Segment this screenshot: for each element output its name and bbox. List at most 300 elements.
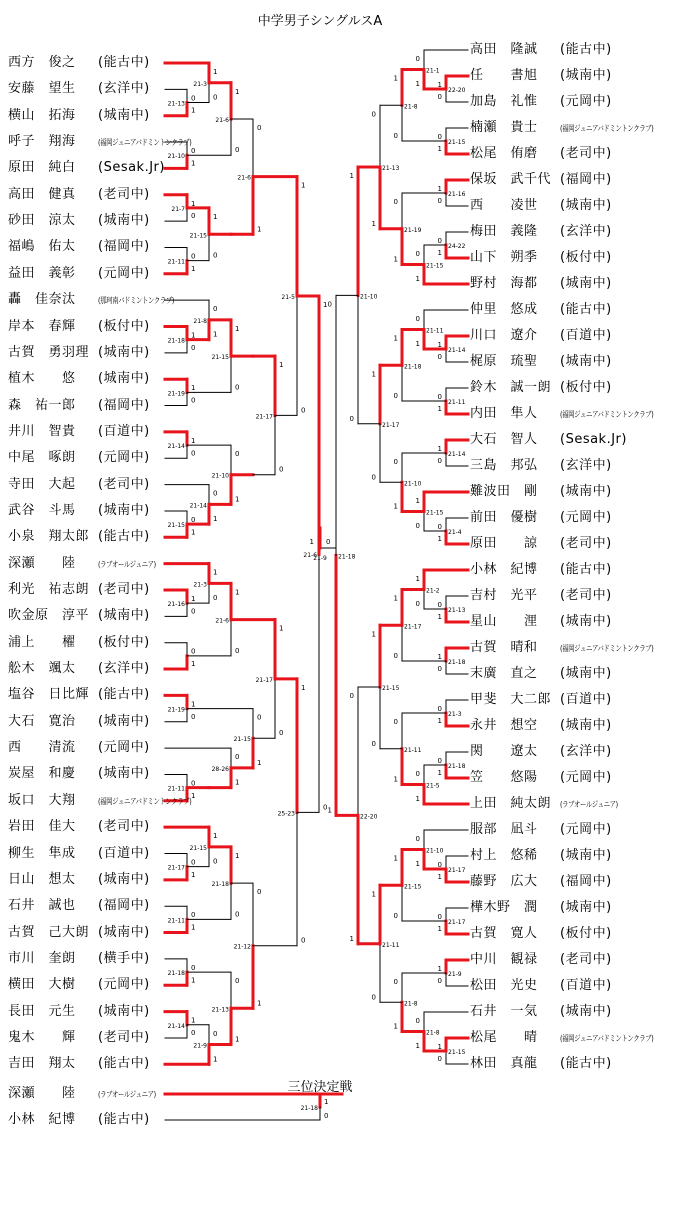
- player-club: (城南中): [560, 484, 612, 499]
- score-label: 21-9: [313, 555, 327, 562]
- score-label: 21-4: [448, 529, 462, 536]
- score-label: 0: [301, 406, 306, 415]
- player-club: (玄洋中): [98, 661, 150, 677]
- player-club: (板付中): [560, 250, 612, 265]
- score-label: 1: [191, 106, 196, 115]
- score-label: 21-17: [255, 676, 273, 684]
- player-club: (Sesak.Jr): [560, 432, 627, 447]
- left-player-7: [8, 211, 150, 231]
- player-name: 甲斐 大二郎: [470, 692, 552, 707]
- score-label: 1: [415, 860, 420, 868]
- left-player-28: [8, 764, 150, 784]
- score-label: 0: [393, 132, 398, 140]
- score-label: 1: [415, 275, 420, 283]
- score-label: 0: [393, 652, 398, 660]
- player-club: (城南中): [560, 68, 612, 83]
- left-player-31: [8, 844, 150, 864]
- right-player-32: [470, 846, 612, 866]
- player-club: (横手中): [98, 950, 150, 966]
- player-club: (玄洋中): [560, 458, 612, 473]
- score-label: 21-11: [404, 746, 422, 754]
- player-club: (元岡中): [560, 770, 612, 785]
- player-name: 西方 俊之: [8, 55, 76, 70]
- left-player-34: [8, 923, 150, 943]
- left-player-2: [8, 79, 150, 99]
- score-label: 21-3: [193, 581, 207, 589]
- left-player-27: [8, 738, 150, 758]
- player-club: (福岡ジュニアバドミントンクラブ): [560, 1034, 654, 1043]
- score-label: 21-11: [167, 785, 185, 793]
- score-label: 1: [437, 965, 442, 973]
- score-label: 1: [393, 502, 398, 511]
- player-club: (城南中): [98, 107, 150, 123]
- left-player-36: [8, 975, 150, 995]
- score-label: 1: [191, 1016, 196, 1025]
- player-club: (福岡中): [98, 898, 150, 914]
- player-club: (百道中): [98, 423, 150, 439]
- score-label: 0: [301, 936, 306, 945]
- player-club: (那珂南バドミントンクラブ): [98, 296, 174, 306]
- player-club: (玄洋中): [560, 224, 612, 239]
- score-label: 0: [437, 1055, 442, 1063]
- score-label: 0: [393, 912, 398, 920]
- player-name: 中川 観禄: [470, 952, 538, 967]
- player-name: 野村 海都: [470, 276, 538, 291]
- score-label: 1: [415, 795, 420, 803]
- player-name: 中尾 啄朗: [8, 450, 76, 466]
- score-label: 21-15: [448, 139, 466, 146]
- player-name: 横山 拓海: [8, 107, 76, 123]
- score-label: 0: [191, 212, 196, 221]
- player-club: (城南中): [98, 213, 150, 229]
- score-label: 1: [393, 74, 398, 83]
- player-club: (城南中): [98, 344, 150, 360]
- score-label: 0: [437, 665, 442, 673]
- score-label: 0: [437, 93, 442, 101]
- player-name: 難波田 剛: [470, 484, 538, 499]
- score-label: 21-5: [426, 782, 440, 790]
- score-label: 0: [327, 300, 332, 309]
- score-label: 21-15: [233, 736, 251, 744]
- score-label: 1: [309, 538, 314, 546]
- player-club: (福岡ジュニアバドミントンクラブ): [560, 124, 654, 133]
- score-label: 0: [257, 713, 262, 722]
- left-player-26: [8, 712, 150, 732]
- score-label: 21-15: [404, 883, 422, 891]
- score-label: 1: [324, 1098, 329, 1106]
- left-player-12: [8, 343, 150, 363]
- page-title: 中学男子シングルスA: [257, 14, 383, 29]
- score-label: 0: [437, 133, 442, 141]
- score-label: 0: [191, 647, 196, 656]
- score-label: 21-18: [167, 337, 185, 345]
- score-label: 21-1: [426, 67, 440, 75]
- player-name: 小林 紀博: [470, 562, 538, 577]
- left-player-19: [8, 527, 150, 547]
- score-label: 1: [393, 334, 398, 343]
- score-label: 0: [393, 978, 398, 986]
- player-club: (玄洋中): [98, 81, 150, 97]
- player-club: (板付中): [560, 380, 612, 395]
- player-club: (城南中): [560, 900, 612, 915]
- player-name: 舩木 颯太: [8, 661, 76, 677]
- player-club: (能古中): [560, 302, 612, 317]
- player-club: (老司中): [560, 536, 612, 551]
- player-club: (福岡ジュニアバドミントンクラブ): [98, 138, 192, 148]
- left-player-25: [8, 685, 150, 705]
- score-label: 1: [213, 330, 218, 339]
- player-name: 福嶋 佑太: [8, 239, 76, 255]
- player-club: (ラブオールジュニア): [560, 800, 618, 809]
- player-club: (元岡中): [98, 265, 150, 281]
- player-name: 井川 智貴: [8, 423, 76, 439]
- player-name: 塩谷 日比輝: [8, 687, 90, 703]
- score-label: 0: [213, 594, 218, 603]
- score-label: 21-14: [448, 451, 466, 458]
- score-label: 21-19: [404, 226, 422, 234]
- player-club: (百道中): [560, 328, 612, 343]
- player-name: 松尾 侑磨: [470, 146, 538, 161]
- player-name: 鈴木 誠一朗: [470, 380, 552, 395]
- score-label: 0: [213, 857, 218, 866]
- left-player-5: [8, 158, 165, 178]
- player-club: (福岡ジュニアバドミントンクラブ): [560, 410, 654, 419]
- score-label: 21-10: [360, 293, 378, 301]
- player-club: (板付中): [98, 318, 150, 334]
- player-name: 仲里 悠成: [470, 302, 538, 317]
- score-label: 21-11: [448, 399, 466, 406]
- right-player-38: [470, 1002, 612, 1022]
- score-label: 1: [191, 528, 196, 537]
- score-label: 21-17: [448, 867, 466, 874]
- left-player-14: [8, 396, 150, 416]
- player-name: 三島 邦弘: [470, 458, 538, 473]
- score-label: 0: [415, 250, 420, 258]
- player-name: 永井 想空: [470, 718, 538, 733]
- player-club: (福岡ジュニアバドミントンクラブ): [98, 796, 192, 806]
- score-label: 1: [437, 535, 442, 543]
- player-name: 寺田 大起: [8, 476, 76, 492]
- left-player-33: [8, 896, 150, 916]
- score-label: 1: [191, 199, 196, 208]
- score-label: 1: [279, 361, 284, 370]
- player-club: (城南中): [98, 608, 150, 624]
- player-name: 高田 健真: [8, 186, 76, 202]
- score-label: 1: [191, 923, 196, 932]
- score-label: 1: [191, 791, 196, 800]
- player-name: 利光 祐志朗: [8, 582, 90, 597]
- player-club: (Sesak.Jr): [98, 160, 165, 176]
- player-name: 梶原 琉聖: [470, 354, 538, 369]
- score-label: 0: [415, 770, 420, 778]
- score-label: 1: [371, 630, 376, 639]
- left-player-8: [8, 237, 150, 257]
- right-player-28: [470, 742, 612, 762]
- player-name: 関 遼太: [470, 744, 538, 759]
- score-label: 1: [191, 660, 196, 669]
- score-label: 0: [191, 515, 196, 524]
- player-name: 原田 純白: [8, 160, 76, 176]
- player-name: 横田 大樹: [8, 977, 76, 993]
- player-name: 大石 寛治: [8, 713, 76, 729]
- score-label: 21-13: [382, 165, 400, 172]
- score-label: 1: [301, 181, 306, 190]
- player-name: 笠 悠陽: [470, 770, 538, 785]
- score-label: 21-7: [171, 205, 185, 213]
- score-label: 1: [235, 778, 240, 787]
- score-label: 0: [191, 252, 196, 261]
- right-player-3: [470, 92, 612, 112]
- score-label: 1: [437, 249, 442, 257]
- player-club: (能古中): [98, 1112, 150, 1127]
- score-label: 0: [191, 963, 196, 972]
- score-label: 1: [437, 1043, 442, 1051]
- score-label: 21-9: [448, 971, 462, 978]
- player-name: 西 凌世: [470, 198, 538, 213]
- score-label: 1: [235, 588, 240, 597]
- score-label: 21-13: [211, 1006, 229, 1014]
- score-label: 21-18: [167, 970, 185, 978]
- player-club: (城南中): [98, 766, 150, 782]
- score-label: 21-11: [382, 941, 400, 949]
- player-club: (福岡中): [98, 239, 150, 255]
- player-club: (老司中): [98, 476, 150, 492]
- score-label: 0: [371, 739, 376, 748]
- player-name: 石井 一気: [470, 1004, 538, 1019]
- left-player-10: [8, 290, 193, 310]
- right-player-9: [470, 248, 612, 268]
- score-label: 1: [191, 159, 196, 168]
- score-label: 25-23: [277, 810, 295, 818]
- player-name: 前田 優樹: [470, 510, 538, 525]
- left-player-37: [8, 1002, 150, 1022]
- right-player-11: [470, 300, 612, 320]
- score-label: 0: [213, 1029, 218, 1038]
- score-label: 1: [393, 255, 398, 264]
- score-label: 1: [437, 613, 442, 621]
- score-label: 1: [191, 700, 196, 709]
- left-player-4: [8, 132, 215, 152]
- score-label: 1: [437, 145, 442, 153]
- score-label: 1: [437, 717, 442, 725]
- player-club: (城南中): [560, 718, 612, 733]
- player-club: (老司中): [560, 146, 612, 161]
- player-name: 川口 遼介: [470, 328, 538, 343]
- right-player-36: [470, 950, 612, 970]
- score-label: 1: [235, 851, 240, 860]
- player-name: 益田 義彰: [8, 265, 76, 281]
- score-label: 21-15: [382, 685, 400, 692]
- player-name: 松尾 晴: [470, 1030, 538, 1045]
- right-player-12: [470, 326, 612, 346]
- score-label: 21-8: [404, 103, 418, 111]
- player-name: 深瀬 陸: [8, 555, 76, 571]
- score-label: 1: [437, 925, 442, 933]
- player-name: 山下 朔季: [470, 250, 538, 265]
- score-label: 1: [235, 495, 240, 504]
- left-player-17: [8, 475, 150, 495]
- score-label: 0: [235, 146, 240, 155]
- score-label: 1: [213, 515, 218, 524]
- score-label: 21-17: [382, 421, 400, 429]
- player-name: 古賀 寛人: [470, 926, 538, 941]
- player-name: 浦上 櫂: [8, 634, 76, 650]
- player-name: 市川 奎朗: [8, 950, 76, 966]
- player-name: 藤野 広大: [470, 874, 538, 889]
- player-club: (老司中): [98, 186, 150, 202]
- player-club: (ラブオールジュニア): [98, 1090, 156, 1099]
- player-club: (元岡中): [560, 510, 612, 525]
- score-label: 21-12: [233, 943, 251, 951]
- score-label: 21-3: [448, 711, 462, 718]
- score-label: 0: [326, 538, 331, 546]
- score-label: 1: [191, 976, 196, 985]
- score-label: 21-18: [448, 763, 466, 770]
- score-label: 0: [437, 913, 442, 921]
- player-name: 楠瀬 貴士: [470, 120, 538, 135]
- score-label: 1: [213, 68, 218, 76]
- score-label: 1: [349, 172, 354, 180]
- player-name: 西 清流: [8, 740, 76, 756]
- left-player-6: [8, 185, 150, 205]
- score-label: 0: [393, 458, 398, 466]
- left-player-39: [8, 1054, 150, 1074]
- right-player-2: [470, 66, 612, 86]
- score-label: 1: [257, 225, 262, 234]
- player-club: (城南中): [560, 666, 612, 681]
- score-label: 21-19: [167, 706, 185, 714]
- right-player-29: [470, 768, 612, 788]
- score-label: 21-14: [189, 502, 207, 510]
- score-label: 0: [437, 977, 442, 985]
- player-club: (城南中): [560, 276, 612, 291]
- player-name: 呼子 翔海: [8, 134, 76, 150]
- player-name: 砂田 涼太: [8, 213, 76, 229]
- score-label: 1: [213, 212, 218, 221]
- score-label: 1: [371, 219, 376, 228]
- score-label: 0: [349, 692, 354, 700]
- score-label: 1: [349, 934, 354, 943]
- score-label: 0: [393, 718, 398, 726]
- score-label: 0: [349, 414, 354, 423]
- score-label: 0: [323, 803, 328, 812]
- score-label: 21-17: [255, 413, 273, 421]
- left-player-24: [8, 659, 150, 679]
- player-club: (老司中): [98, 819, 150, 835]
- score-label: 21-5: [281, 294, 295, 302]
- score-label: 1: [213, 1055, 218, 1064]
- score-label: 21-19: [167, 390, 185, 398]
- score-label: 1: [235, 1035, 240, 1044]
- right-player-24: [470, 638, 677, 658]
- score-label: 21-11: [426, 327, 444, 335]
- score-label: 1: [393, 775, 398, 784]
- score-label: 0: [415, 522, 420, 530]
- score-label: 1: [393, 594, 398, 603]
- score-label: 21-17: [167, 864, 185, 872]
- left-player-20: [8, 554, 170, 574]
- score-label: 0: [279, 729, 284, 738]
- score-label: 1: [191, 331, 196, 340]
- score-label: 21-14: [167, 443, 185, 451]
- left-player-30: [8, 817, 150, 837]
- right-player-4: [470, 118, 677, 138]
- score-label: 21-10: [167, 153, 185, 161]
- player-club: (福岡中): [98, 397, 150, 413]
- player-club: (能古中): [98, 687, 150, 703]
- left-player-15: [8, 422, 150, 442]
- score-label: 0: [257, 888, 262, 897]
- player-club: (玄洋中): [560, 744, 612, 759]
- third-player-2: [8, 1110, 150, 1130]
- right-player-16: [470, 430, 627, 450]
- score-label: 0: [371, 473, 376, 482]
- player-name: 服部 凪斗: [470, 822, 538, 837]
- right-player-40: [470, 1054, 612, 1074]
- score-label: 1: [415, 80, 420, 88]
- score-label: 1: [415, 575, 420, 583]
- player-club: (元岡中): [98, 450, 150, 466]
- score-label: 21-10: [211, 472, 229, 480]
- player-name: 植木 悠: [8, 371, 76, 387]
- player-name: 村上 悠稀: [470, 848, 538, 863]
- third-player-1: [8, 1084, 170, 1104]
- score-label: 0: [415, 600, 420, 608]
- score-label: 24-22: [448, 243, 466, 250]
- score-label: 1: [257, 999, 262, 1008]
- score-label: 21-11: [167, 917, 185, 925]
- player-name: 古賀 勇羽理: [8, 344, 90, 360]
- score-label: 21-17: [448, 919, 466, 926]
- left-player-13: [8, 369, 150, 389]
- player-name: 坂口 大翔: [8, 792, 76, 808]
- score-label: 1: [437, 185, 442, 193]
- score-label: 0: [235, 383, 240, 392]
- right-player-23: [470, 612, 612, 632]
- score-label: 1: [279, 624, 284, 633]
- score-label: 1: [323, 301, 328, 310]
- player-name: 小泉 翔太郎: [8, 529, 90, 545]
- score-label: 0: [191, 1028, 196, 1037]
- right-player-19: [470, 508, 612, 528]
- player-name: 鬼木 輝: [8, 1029, 76, 1045]
- player-name: 岸本 春輝: [8, 318, 76, 334]
- left-player-22: [8, 606, 150, 626]
- right-player-17: [470, 456, 612, 476]
- score-label: 0: [415, 55, 420, 63]
- score-label: 21-18: [404, 363, 422, 371]
- score-label: 0: [235, 753, 240, 762]
- right-player-18: [470, 482, 612, 502]
- player-club: (板付中): [98, 634, 150, 650]
- score-label: 1: [191, 264, 196, 273]
- player-club: (能古中): [560, 562, 612, 577]
- score-label: 0: [279, 465, 284, 474]
- player-club: (城南中): [560, 354, 612, 369]
- left-player-3: [8, 106, 150, 126]
- score-label: 1: [191, 436, 196, 445]
- player-club: (百道中): [560, 692, 612, 707]
- score-label: 0: [415, 1017, 420, 1025]
- score-label: 21-6: [215, 116, 229, 124]
- player-name: 石井 誠也: [8, 898, 76, 914]
- player-club: (城南中): [560, 848, 612, 863]
- score-label: 0: [437, 393, 442, 401]
- score-label: 21-2: [426, 587, 440, 595]
- right-player-1: [470, 40, 612, 60]
- score-label: 1: [415, 497, 420, 505]
- right-player-35: [470, 924, 612, 944]
